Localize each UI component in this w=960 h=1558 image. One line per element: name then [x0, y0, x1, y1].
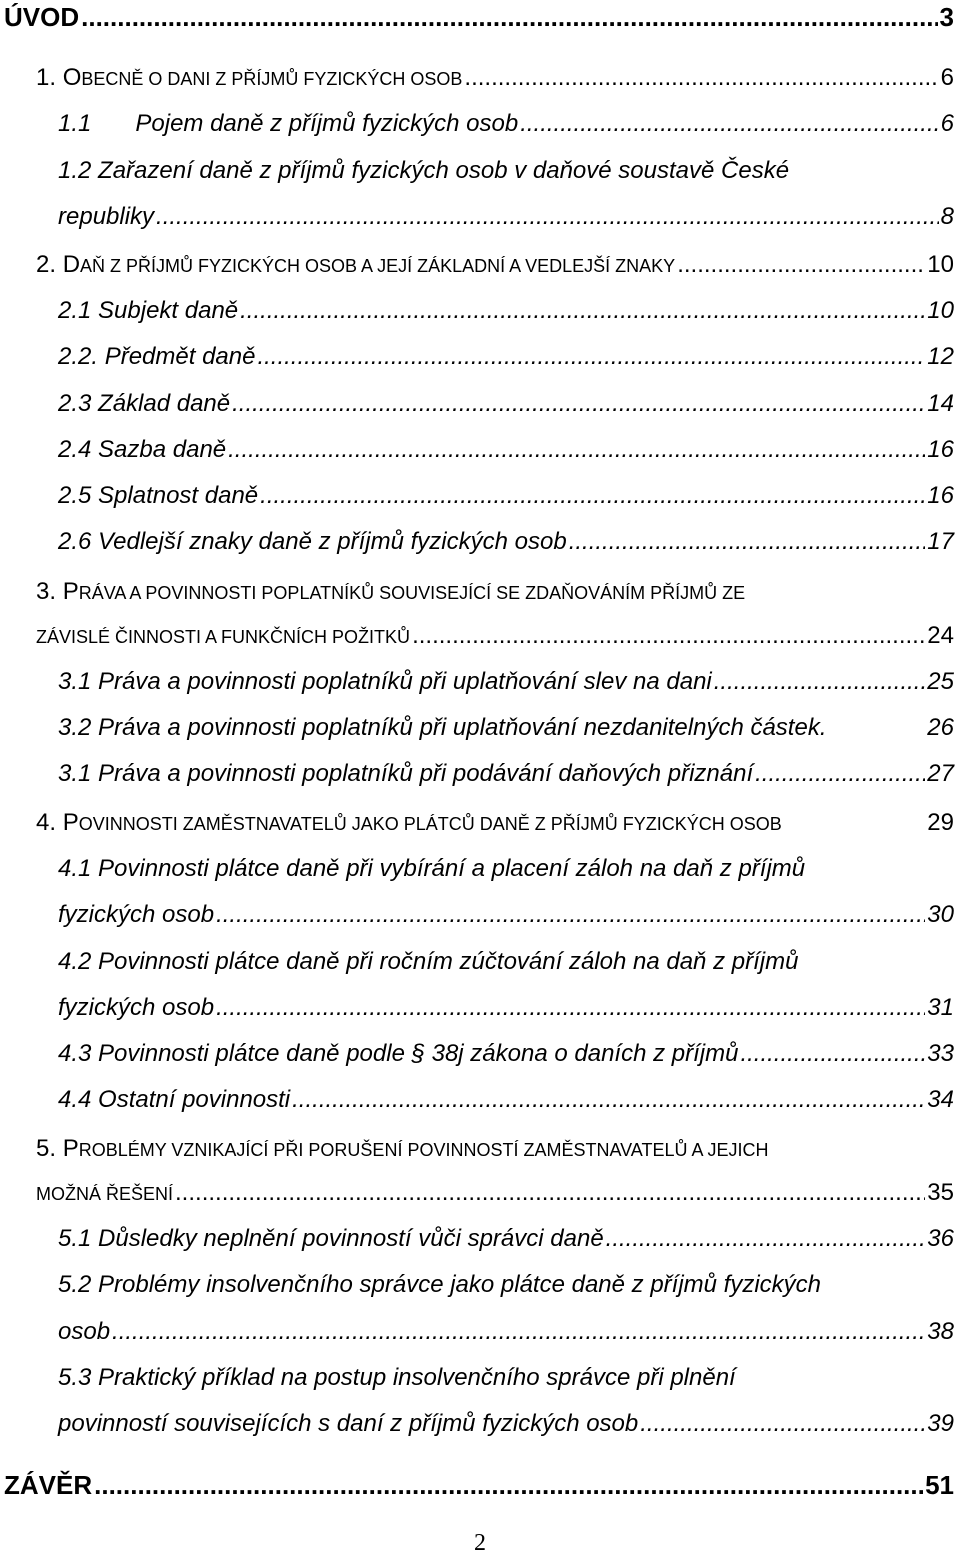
toc-entry-section-5-3-line1[interactable]: 5.3 Praktický příklad na postup insolvenčního správce při plnění: [58, 1364, 736, 1391]
toc-entry-section-4-2-line1[interactable]: 4.2 Povinnosti plátce daně při ročním zúčtování záloh na daň z příjmů: [58, 948, 799, 975]
toc-entry-section-3-2[interactable]: [58, 714, 954, 742]
toc-entry-section-5-2-line1[interactable]: 5.2 Problémy insolvenčního správce jako plátce daně z příjmů fyzických: [58, 1271, 822, 1298]
toc-entry-section-1-2[interactable]: [58, 203, 954, 231]
toc-page-number: 3: [939, 2, 954, 32]
toc-entry-section-4-2[interactable]: [58, 994, 954, 1022]
toc-entry-chapter-2[interactable]: [36, 251, 954, 279]
toc-leader-dots: [740, 1040, 925, 1068]
toc-entry-chapter-5-line1[interactable]: 5. PROBLÉMY VZNIKAJÍCÍ PŘI PORUŠENÍ POVINNOSTÍ ZAMĚSTNAVATELŮ A JEJICH: [36, 1135, 769, 1162]
toc-page-number: 29: [927, 809, 954, 836]
toc-entry-chapter-4[interactable]: [36, 809, 954, 837]
toc-page-number: 24: [927, 622, 954, 649]
toc-leader-dots: [677, 251, 925, 279]
toc-leader-dots: [569, 528, 926, 556]
toc-page-number: 27: [927, 760, 954, 787]
toc-page-number: 33: [927, 1040, 954, 1067]
toc-entry-label: povinností souvisejících s daní z příjmů fyzických osob: [58, 1410, 639, 1437]
toc-page-number: 51: [925, 1470, 954, 1500]
toc-entry-label: ÚVOD: [4, 2, 80, 32]
toc-page-number: 12: [927, 343, 954, 370]
toc-leader-dots: [606, 1225, 926, 1253]
toc-entry-section-5-2[interactable]: [58, 1318, 954, 1346]
toc-leader-dots: [412, 622, 925, 650]
toc-leader-dots: [232, 390, 925, 418]
toc-page-number: 36: [927, 1225, 954, 1252]
toc-page-number: 17: [927, 528, 954, 555]
toc-leader-dots: [260, 482, 925, 510]
toc-page-number: 35: [927, 1179, 954, 1206]
toc-entry-intro[interactable]: [4, 2, 954, 33]
toc-entry-label: 2.4 Sazba daně: [58, 436, 227, 463]
toc-page-number: 16: [927, 436, 954, 463]
toc-page-number: 6: [940, 110, 954, 137]
toc-leader-dots: [640, 1410, 925, 1438]
toc-entry-label: ZÁVISLÉ ČINNOSTI A FUNKČNÍCH POŽITKŮ: [36, 627, 411, 647]
law-reference-link[interactable]: § 38j zákona o daních z příjmů: [411, 1040, 739, 1067]
toc-leader-dots: [228, 436, 925, 464]
toc-entry-label: 2.2. Předmět daně: [58, 343, 256, 370]
toc-leader-dots: [216, 901, 925, 929]
toc-entry-section-2-6[interactable]: [58, 528, 954, 556]
toc-leader-dots: [240, 297, 925, 325]
toc-page-number: 14: [927, 390, 954, 417]
toc-entry-section-5-1[interactable]: [58, 1225, 954, 1253]
toc-entry-label: ZÁVĚR: [4, 1470, 93, 1500]
toc-entry-section-2-5[interactable]: [58, 482, 954, 510]
toc-entry-label: 1. OBECNĚ O DANI Z PŘÍJMŮ FYZICKÝCH OSOB: [36, 64, 463, 91]
toc-leader-dots: [257, 343, 925, 371]
toc-entry-label: 3.2 Práva a povinnosti poplatníků při uplatňování nezdanitelných částek.: [58, 714, 827, 741]
toc-leader-dots: [755, 760, 925, 788]
toc-page-number: 10: [927, 251, 954, 278]
toc-leader-dots: [216, 994, 925, 1022]
toc-entry-chapter-1[interactable]: [36, 64, 954, 92]
toc-entry-conclusion[interactable]: [4, 1470, 954, 1501]
toc-page-number: 39: [927, 1410, 954, 1437]
toc-entry-label: republiky: [58, 203, 155, 230]
toc-entry-section-2-4[interactable]: [58, 436, 954, 464]
toc-entry-section-2-2[interactable]: [58, 343, 954, 371]
toc-entry-label: fyzických osob: [58, 901, 215, 928]
toc-entry-chapter-3[interactable]: [36, 622, 954, 650]
toc-page-number: 38: [927, 1318, 954, 1345]
toc-leader-dots: [94, 1470, 923, 1501]
toc-entry-label: osob: [58, 1318, 111, 1345]
toc-entry-label: 1.1 Pojem daně z příjmů fyzických osob: [58, 110, 519, 137]
toc-entry-section-4-4[interactable]: [58, 1086, 954, 1114]
toc-page-number: 8: [940, 203, 954, 230]
toc-page-number: 6: [940, 64, 954, 91]
toc-entry-section-2-1[interactable]: [58, 297, 954, 325]
toc-entry-label: 5.1 Důsledky neplnění povinností vůči správci daně: [58, 1225, 604, 1252]
toc-leader-dots: [520, 110, 938, 138]
toc-entry-section-1-1[interactable]: [58, 110, 954, 138]
toc-entry-section-5-3[interactable]: [58, 1410, 954, 1438]
toc-entry-label: 4.3 Povinnosti plátce daně podle § 38j zákona o daních z příjmů: [58, 1040, 739, 1067]
toc-entry-section-1-2-line1[interactable]: 1.2 Zařazení daně z příjmů fyzických osob v daňové soustavě České: [58, 157, 790, 184]
toc-entry-label: 4.4 Ostatní povinnosti: [58, 1086, 291, 1113]
toc-entry-label: 3.1 Práva a povinnosti poplatníků při podávání daňových přiznání: [58, 760, 754, 787]
toc-entry-label: 2.3 Základ daně: [58, 390, 231, 417]
toc-page-number: 26: [927, 714, 954, 741]
toc-entry-label: MOŽNÁ ŘEŠENÍ: [36, 1184, 174, 1204]
toc-leader-dots: [175, 1179, 925, 1207]
toc-page-number: 31: [927, 994, 954, 1021]
toc-leader-dots: [112, 1318, 925, 1346]
toc-leader-dots: [714, 668, 926, 696]
toc-entry-section-2-3[interactable]: [58, 390, 954, 418]
toc-leader-dots: [81, 2, 937, 33]
toc-leader-dots: [156, 203, 939, 231]
toc-entry-label: 4. POVINNOSTI ZAMĚSTNAVATELŮ JAKO PLÁTCŮ DANĚ Z PŘÍJMŮ FYZICKÝCH OSOB: [36, 809, 782, 836]
toc-entry-label: 2.5 Splatnost daně: [58, 482, 259, 509]
toc-entry-label: 2.6 Vedlejší znaky daně z příjmů fyzických osob: [58, 528, 567, 555]
toc-entry-label: 3.1 Práva a povinnosti poplatníků při uplatňování slev na dani: [58, 668, 712, 695]
toc-leader-dots: [464, 64, 938, 92]
toc-entry-chapter-5[interactable]: [36, 1179, 954, 1207]
toc-page-number: 16: [927, 482, 954, 509]
toc-page-number: 30: [927, 901, 954, 928]
toc-page-number: 34: [927, 1086, 954, 1113]
toc-page-number: 25: [927, 668, 954, 695]
toc-entry-chapter-3-line1[interactable]: 3. PRÁVA A POVINNOSTI POPLATNÍKŮ SOUVISEJÍCÍ SE ZDAŇOVÁNÍM PŘÍJMŮ ZE: [36, 578, 746, 605]
toc-entry-section-4-3[interactable]: [58, 1040, 954, 1068]
toc-page-number: 10: [927, 297, 954, 324]
toc-entry-section-4-1[interactable]: [58, 901, 954, 929]
toc-entry-label: 2.1 Subjekt daně: [58, 297, 239, 324]
toc-entry-label: fyzických osob: [58, 994, 215, 1021]
toc-entry-section-4-1-line1[interactable]: 4.1 Povinnosti plátce daně při vybírání a placení záloh na daň z příjmů: [58, 855, 806, 882]
toc-entry-section-3-3[interactable]: [58, 760, 954, 788]
toc-entry-label: 2. DAŇ Z PŘÍJMŮ FYZICKÝCH OSOB A JEJÍ ZÁKLADNÍ A VEDLEJŠÍ ZNAKY: [36, 251, 676, 278]
page-number-footer: 2: [474, 1530, 486, 1556]
toc-entry-section-3-1[interactable]: [58, 668, 954, 696]
toc-leader-dots: [292, 1086, 925, 1114]
